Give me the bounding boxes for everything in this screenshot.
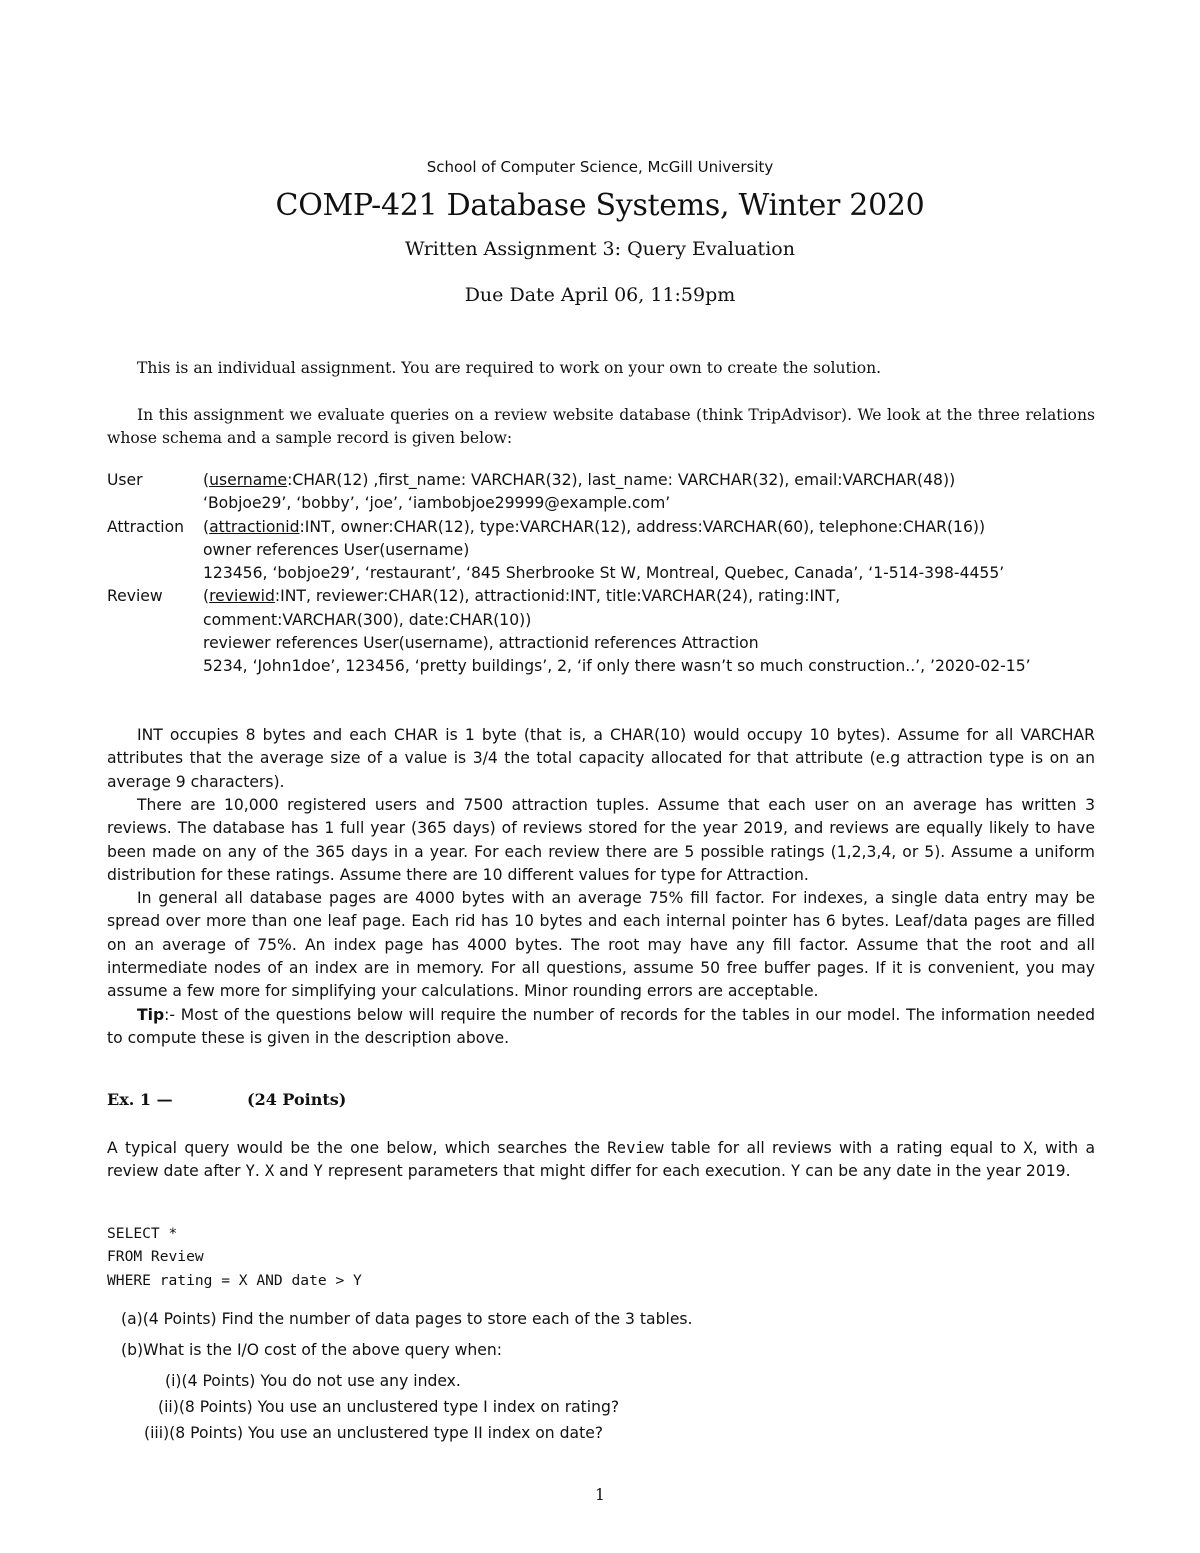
question-b-ii: (ii)(8 Points) You use an unclustered type I index on rating? — [158, 1398, 620, 1416]
schema-definition: (username:CHAR(12) ,first_name: VARCHAR(32), last_name: VARCHAR(32), email:VARCHAR(48)) — [203, 471, 956, 489]
question-b-iii: (iii)(8 Points) You use an unclustered type II index on date? — [144, 1424, 604, 1442]
intro-paragraph-1: This is an individual assignment. You are required to work on your own to create the solution. — [137, 359, 882, 377]
exercise-description: A typical query would be the one below, which searches the Review table for all reviews with a rating equal to X, with a review date after Y. X and Y represent parameters that might differ for each execution. Y can be any date in the year 2019. — [107, 1139, 1096, 1181]
body-paragraph-counts: There are 10,000 registered users and 7500 attraction tuples. Assume that each user on an average has written 3 reviews. The database has 1 full year (365 days) of reviews stored for the year 2019, and reviews are equally likely to have been made on any of the 365 days in a year. For each review there are 5 possible ratings (1,2,3,4, or 5). Assume a uniform distribution for these ratings. Assume there are 10 different values for type for Attraction. — [107, 796, 1095, 884]
foreign-key-refs: reviewer references User(username), attractionid references Attraction — [203, 634, 759, 653]
question-b: (b)What is the I/O cost of the above query when: — [121, 1341, 502, 1359]
sql-query — [107, 1222, 362, 1292]
school-name: School of Computer Science, McGill University — [426, 158, 774, 176]
schema-label: Review — [107, 587, 163, 606]
schema-table — [107, 469, 1107, 679]
schema-review — [107, 585, 1107, 678]
primary-key: username — [209, 471, 288, 489]
course-title: COMP-421 Database Systems, Winter 2020 — [275, 188, 925, 223]
primary-key: reviewid — [209, 587, 275, 606]
foreign-key-refs: owner references User(username) — [203, 540, 470, 559]
primary-key: attractionid — [209, 517, 300, 536]
question-a: (a)(4 Points) Find the number of data pages to store each of the 3 tables. — [121, 1310, 693, 1328]
question-b-i: (i)(4 Points) You do not use any index. — [165, 1372, 461, 1390]
schema-user — [107, 469, 1107, 516]
body-paragraph-pages: In general all database pages are 4000 bytes with an average 75% fill factor. For indexes, a single data entry may be spread over more than one leaf page. Each rid has 10 bytes and each internal pointer has 6 bytes. Leaf/data pages are filled on an average of 75%. An index page has 4000 bytes. The root may have any fill factor. Assume that the root and all intermediate nodes of an index are in memory. For all questions, assume 50 free buffer pages. If it is convenient, you may assume a few more for simplifying your calculations. Minor rounding errors are acceptable. — [107, 889, 1095, 1001]
body-paragraph-sizes: INT occupies 8 bytes and each CHAR is 1 byte (that is, a CHAR(10) would occupy 10 bytes). Assume for all VARCHAR attributes that the average size of a value is 3/4 the total capacity allocated for that attribute (e.g attraction type is on an average 9 characters). — [107, 726, 1095, 791]
table-name: Review — [607, 1139, 664, 1157]
sample-record: ‘Bobjoe29’, ‘bobby’, ‘joe’, ‘iambobjoe29999@example.com’ — [203, 494, 671, 513]
schema-label: Attraction — [107, 517, 185, 536]
exercise-points: (24 Points) — [247, 1090, 347, 1109]
schema-label: User — [107, 471, 143, 489]
page-number: 1 — [595, 1486, 605, 1504]
tip-paragraph: Tip:- Most of the questions below will require the number of records for the tables in our model. The information needed to compute these is given in the description above. — [107, 1006, 1095, 1048]
sql-line: FROM Review — [107, 1248, 204, 1266]
tip-label: Tip — [137, 1006, 165, 1024]
sample-record: 5234, ‘John1doe’, 123456, ‘pretty buildings’, 2, ‘if only there wasn’t so much construction..’, ’2020-02-15’ — [203, 657, 1031, 676]
schema-definition: (reviewid:INT, reviewer:CHAR(12), attractionid:INT, title:VARCHAR(24), rating:INT, — [203, 587, 841, 606]
schema-definition-cont: comment:VARCHAR(300), date:CHAR(10)) — [203, 610, 532, 629]
schema-definition: (attractionid:INT, owner:CHAR(12), type:VARCHAR(12), address:VARCHAR(60), telephone:CHAR(16)) — [203, 517, 986, 536]
schema-attraction — [107, 516, 1107, 586]
assignment-subtitle: Written Assignment 3: Query Evaluation — [405, 238, 795, 260]
sample-record: 123456, ‘bobjoe29’, ‘restaurant’, ‘845 Sherbrooke St W, Montreal, Quebec, Canada’, ‘1-514-398-4455’ — [203, 564, 1005, 583]
sql-line: WHERE rating = X AND date > Y — [107, 1271, 362, 1289]
due-date: Due Date April 06, 11:59pm — [464, 284, 736, 306]
sql-line: SELECT * — [107, 1225, 178, 1242]
intro-paragraph-2: In this assignment we evaluate queries on a review website database (think TripAdvisor). We look at the three relations whose schema and a sample record is given below: — [107, 406, 1095, 448]
exercise-heading: Ex. 1 — — [107, 1090, 173, 1109]
